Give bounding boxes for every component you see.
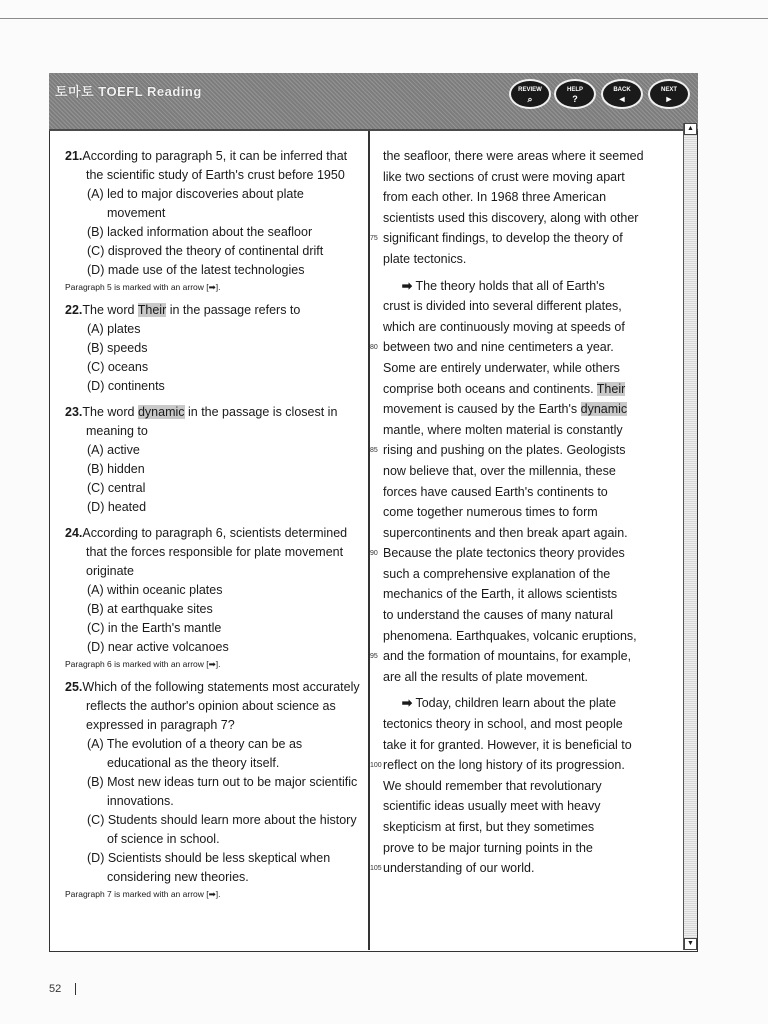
review-button[interactable]: REVIEW ⌕ bbox=[509, 79, 551, 109]
question-number: 23. bbox=[65, 405, 83, 419]
answer-option[interactable]: (B) Most new ideas turn out to be major scientific innovations. bbox=[87, 775, 358, 808]
highlighted-word: dynamic bbox=[137, 405, 185, 419]
question-number: 22. bbox=[65, 303, 83, 317]
line-number: 75 bbox=[370, 235, 378, 243]
question-21 bbox=[65, 147, 360, 294]
passage-text: which are continuously moving at speeds of bbox=[383, 319, 625, 334]
passage-text: skepticism at first, but they sometimes bbox=[383, 820, 595, 834]
passage-scrollbar[interactable] bbox=[683, 123, 697, 950]
next-button[interactable]: NEXT ► bbox=[648, 79, 690, 109]
answer-option[interactable]: (D) near active volcanoes bbox=[87, 640, 229, 654]
question-stem bbox=[65, 147, 360, 185]
passage-line bbox=[383, 187, 661, 208]
question-25 bbox=[65, 678, 360, 901]
content-panel bbox=[49, 125, 698, 952]
top-rule bbox=[0, 18, 768, 19]
question-text: Which of the following statements most accurately reflects the author's opinion about science as expressed in paragraph 7? bbox=[82, 680, 360, 732]
question-text: The word bbox=[82, 303, 138, 317]
passage-line bbox=[383, 399, 661, 420]
passage-text: take it for granted. However, it is beneficial to bbox=[383, 737, 632, 752]
question-number: 25. bbox=[65, 680, 83, 694]
line-number: 105 bbox=[370, 865, 382, 873]
help-icon: ? bbox=[572, 94, 578, 104]
passage-text: crust is divided into several different plates, bbox=[383, 299, 622, 314]
passage-line bbox=[383, 776, 661, 797]
passage-line bbox=[383, 461, 661, 482]
passage-line bbox=[370, 858, 661, 879]
passage-text: prove to be major turning points in the bbox=[383, 840, 593, 855]
answer-option[interactable]: (C) disproved the theory of continental drift bbox=[87, 244, 324, 258]
passage-line bbox=[383, 317, 661, 338]
line-number: 90 bbox=[370, 550, 378, 558]
passage-line bbox=[370, 337, 661, 358]
answer-option[interactable]: (B) speeds bbox=[87, 341, 148, 355]
question-text: According to paragraph 6, scientists determined that the forces responsible for plate movement originate bbox=[82, 526, 348, 578]
passage-line bbox=[383, 796, 661, 817]
paragraph-arrow-icon: ➡ bbox=[401, 278, 413, 293]
passage-column[interactable] bbox=[370, 146, 661, 879]
answer-option[interactable]: (C) in the Earth's mantle bbox=[87, 621, 222, 635]
question-number: 24. bbox=[65, 526, 83, 540]
passage-line bbox=[383, 249, 661, 270]
help-button[interactable]: HELP ? bbox=[554, 79, 596, 109]
passage-text: scientists used this discovery, along with other bbox=[383, 210, 639, 225]
passage-text: come together numerous times to form bbox=[383, 505, 598, 520]
next-arrow-icon: ► bbox=[664, 94, 674, 104]
line-number: 95 bbox=[370, 653, 378, 661]
passage-line bbox=[383, 693, 661, 714]
answer-option[interactable]: (C) Students should learn more about the history of science in school. bbox=[87, 813, 357, 846]
passage-line bbox=[383, 626, 661, 647]
passage-text: are all the results of plate movement. bbox=[383, 669, 588, 684]
passage-line bbox=[370, 440, 661, 461]
passage-text: comprise both oceans and continents. bbox=[383, 381, 597, 396]
question-number: 21. bbox=[65, 149, 83, 163]
question-text: The word bbox=[82, 405, 138, 419]
passage-text: from each other. In 1968 three American bbox=[383, 190, 607, 205]
line-number: 85 bbox=[370, 447, 378, 455]
passage-text: rising and pushing on the plates. Geologists bbox=[383, 443, 626, 458]
scroll-down-icon[interactable]: ▼ bbox=[684, 938, 697, 950]
passage-line bbox=[370, 543, 661, 564]
passage-line bbox=[383, 276, 661, 297]
passage-text: understanding of our world. bbox=[383, 861, 535, 876]
paragraph-note: Paragraph 5 is marked with an arrow [➡]. bbox=[65, 282, 221, 292]
passage-line bbox=[383, 667, 661, 688]
question-stem bbox=[65, 524, 360, 581]
answer-option[interactable]: (B) hidden bbox=[87, 462, 145, 476]
passage-text: movement is caused by the Earth's bbox=[383, 402, 581, 417]
passage-line bbox=[370, 646, 661, 667]
answer-option[interactable]: (A) active bbox=[87, 443, 140, 457]
question-stem bbox=[65, 301, 360, 320]
passage-text: and the formation of mountains, for example, bbox=[383, 649, 632, 664]
passage-text: reflect on the long history of its progression. bbox=[383, 758, 625, 773]
passage-line bbox=[383, 167, 661, 188]
passage-line bbox=[383, 208, 661, 229]
passage-line bbox=[383, 502, 661, 523]
passage-line bbox=[370, 228, 661, 249]
question-text-tail: in the passage is closest in meaning to bbox=[86, 405, 338, 438]
passage-text: Some are entirely underwater, while others bbox=[383, 360, 620, 375]
answer-option[interactable]: (D) made use of the latest technologies bbox=[87, 263, 305, 277]
question-22 bbox=[65, 301, 360, 396]
answer-option[interactable]: (A) within oceanic plates bbox=[87, 583, 223, 597]
paragraph-note: Paragraph 6 is marked with an arrow [➡]. bbox=[65, 659, 221, 669]
highlighted-word: Their bbox=[137, 303, 167, 317]
passage-line bbox=[383, 605, 661, 626]
passage-line bbox=[383, 838, 661, 859]
passage-line bbox=[383, 379, 661, 400]
passage-text: forces have caused Earth's continents to bbox=[383, 484, 608, 499]
answer-option[interactable]: (D) continents bbox=[87, 379, 165, 393]
back-button[interactable]: BACK ◄ bbox=[601, 79, 643, 109]
passage-text: The theory holds that all of Earth's bbox=[415, 278, 605, 293]
passage-text: Today, children learn about the plate bbox=[415, 696, 617, 711]
passage-line bbox=[383, 584, 661, 605]
paragraph-note: Paragraph 7 is marked with an arrow [➡]. bbox=[65, 889, 221, 899]
answer-option[interactable]: (C) oceans bbox=[87, 360, 149, 374]
passage-text: tectonics theory in school, and most people bbox=[383, 717, 623, 732]
title-bar bbox=[49, 73, 698, 131]
passage-text: to understand the causes of many natural bbox=[383, 608, 614, 623]
passage-text: mantle, where molten material is constantly bbox=[383, 422, 623, 437]
line-number: 100 bbox=[370, 762, 382, 770]
passage-line bbox=[383, 146, 661, 167]
passage-line bbox=[383, 420, 661, 441]
passage-text: phenomena. Earthquakes, volcanic eruptions, bbox=[383, 628, 637, 643]
answer-option[interactable]: (B) lacked information about the seafloor bbox=[87, 225, 313, 239]
answer-option[interactable]: (B) at earthquake sites bbox=[87, 602, 213, 616]
passage-text: like two sections of crust were moving apart bbox=[383, 169, 625, 184]
passage-line bbox=[383, 564, 661, 585]
passage-line bbox=[383, 817, 661, 838]
passage-text: plate tectonics. bbox=[383, 251, 467, 266]
passage-line bbox=[383, 714, 661, 735]
scroll-up-icon[interactable]: ▲ bbox=[684, 123, 697, 135]
column-divider bbox=[368, 131, 370, 950]
answer-option[interactable]: (A) The evolution of a theory can be as educational as the theory itself. bbox=[87, 737, 303, 770]
passage-text: We should remember that revolutionary bbox=[383, 778, 602, 793]
question-text: According to paragraph 5, it can be inferred that the scientific study of Earth's crust before 1950 bbox=[82, 149, 348, 182]
question-stem bbox=[65, 403, 360, 441]
answer-option[interactable]: (A) led to major discoveries about plate movement bbox=[87, 187, 304, 220]
passage-line bbox=[383, 296, 661, 317]
question-text-tail: in the passage refers to bbox=[166, 303, 301, 317]
question-24 bbox=[65, 524, 360, 671]
passage-line bbox=[383, 523, 661, 544]
page-number: 52 bbox=[49, 983, 62, 995]
line-number: 80 bbox=[370, 344, 378, 352]
passage-line bbox=[383, 735, 661, 756]
questions-column bbox=[65, 147, 360, 908]
passage-text: such a comprehensive explanation of the bbox=[383, 566, 611, 581]
passage-line bbox=[383, 358, 661, 379]
passage-text: between two and nine centimeters a year. bbox=[383, 340, 614, 355]
passage-text: significant findings, to develop the theory of bbox=[383, 231, 623, 246]
passage-text: Because the plate tectonics theory provides bbox=[383, 546, 625, 561]
passage-line bbox=[383, 482, 661, 503]
passage-text: mechanics of the Earth, it allows scientists bbox=[383, 587, 618, 602]
app-title: 토마토 TOEFL Reading bbox=[55, 84, 202, 99]
answer-option[interactable]: (D) heated bbox=[87, 500, 147, 514]
page-number-divider bbox=[75, 983, 76, 995]
answer-option[interactable]: (D) Scientists should be less skeptical when considering new theories. bbox=[87, 851, 331, 884]
passage-line bbox=[370, 755, 661, 776]
passage-text: now believe that, over the millennia, these bbox=[383, 463, 616, 478]
passage-text: scientific ideas usually meet with heavy bbox=[383, 799, 601, 814]
passage-text: the seafloor, there were areas where it seemed bbox=[383, 149, 644, 163]
review-icon: ⌕ bbox=[527, 94, 533, 104]
answer-option[interactable]: (A) plates bbox=[87, 322, 141, 336]
question-23 bbox=[65, 403, 360, 517]
highlighted-word: Their bbox=[596, 381, 626, 396]
paragraph-arrow-icon: ➡ bbox=[401, 696, 413, 711]
answer-option[interactable]: (C) central bbox=[87, 481, 146, 495]
back-arrow-icon: ◄ bbox=[617, 94, 627, 104]
question-stem bbox=[65, 678, 360, 735]
highlighted-word: dynamic bbox=[580, 402, 628, 417]
passage-text: supercontinents and then break apart again. bbox=[383, 525, 628, 540]
